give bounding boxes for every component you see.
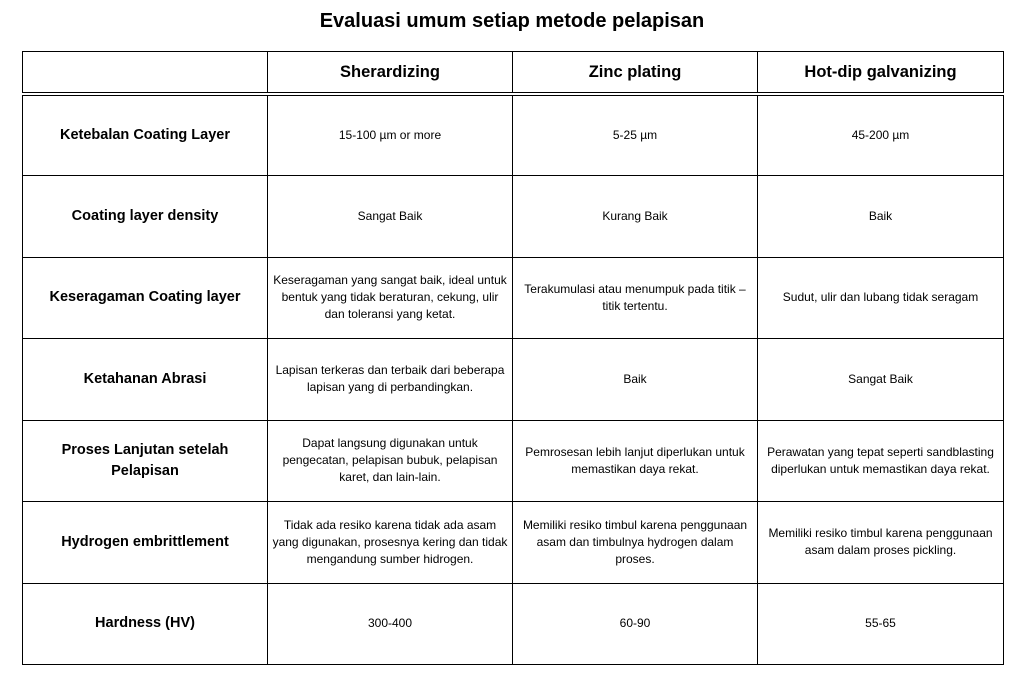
row-label-density: Coating layer density (23, 176, 268, 258)
table-row (23, 420, 1004, 502)
table-cell: Pemrosesan lebih lanjut diperlukan untuk memastikan daya rekat. (513, 420, 758, 502)
table-cell: Kurang Baik (513, 176, 758, 258)
table-cell: Keseragaman yang sangat baik, ideal untuk bentuk yang tidak beraturan, cekung, ulir dan toleransi yang ketat. (268, 257, 513, 339)
table-cell: Memiliki resiko timbul karena penggunaan asam dan timbulnya hydrogen dalam proses. (513, 502, 758, 584)
table-cell: Baik (758, 176, 1004, 258)
table-cell: Baik (513, 339, 758, 421)
table-row (23, 257, 1004, 339)
table-cell: Perawatan yang tepat seperti sandblasting diperlukan untuk memastikan daya rekat. (758, 420, 1004, 502)
table-cell: 55-65 (758, 583, 1004, 665)
table-cell: Terakumulasi atau menumpuk pada titik – titik tertentu. (513, 257, 758, 339)
table-cell: 45-200 µm (758, 94, 1004, 176)
row-label-hardness: Hardness (HV) (23, 583, 268, 665)
table-row (23, 176, 1004, 258)
table-cell: Memiliki resiko timbul karena penggunaan asam dalam proses pickling. (758, 502, 1004, 584)
page-title: Evaluasi umum setiap metode pelapisan (319, 10, 705, 32)
table-cell: Lapisan terkeras dan terbaik dari beberapa lapisan yang di perbandingkan. (268, 339, 513, 421)
table-cell: Dapat langsung digunakan untuk pengecatan, pelapisan bubuk, pelapisan karet, dan lain-lain. (268, 420, 513, 502)
table-cell: Sangat Baik (758, 339, 1004, 421)
table-cell: 15-100 µm or more (268, 94, 513, 176)
table-cell: 60-90 (513, 583, 758, 665)
row-label-hydrogen-embrittlement: Hydrogen embrittlement (23, 502, 268, 584)
table-row (23, 94, 1004, 176)
table-cell: Sudut, ulir dan lubang tidak seragam (758, 257, 1004, 339)
table-cell: 300-400 (268, 583, 513, 665)
table-cell: Sangat Baik (268, 176, 513, 258)
table-cell: 5-25 µm (513, 94, 758, 176)
column-header-zinc-plating: Zinc plating (513, 52, 758, 95)
table-row (23, 583, 1004, 665)
column-header-sherardizing: Sherardizing (268, 52, 513, 95)
table-row (23, 502, 1004, 584)
row-label-ketebalan: Ketebalan Coating Layer (23, 94, 268, 176)
table-row (23, 339, 1004, 421)
table-header-row (23, 52, 1004, 95)
row-label-proses-lanjutan: Proses Lanjutan setelah Pelapisan (23, 420, 268, 502)
column-header-hot-dip-galvanizing: Hot-dip galvanizing (758, 52, 1004, 95)
table-cell: Tidak ada resiko karena tidak ada asam yang digunakan, prosesnya kering dan tidak mengandung sumber hidrogen. (268, 502, 513, 584)
comparison-table (22, 51, 1004, 665)
header-corner-cell (23, 52, 268, 95)
row-label-keseragaman: Keseragaman Coating layer (23, 257, 268, 339)
row-label-ketahanan-abrasi: Ketahanan Abrasi (23, 339, 268, 421)
